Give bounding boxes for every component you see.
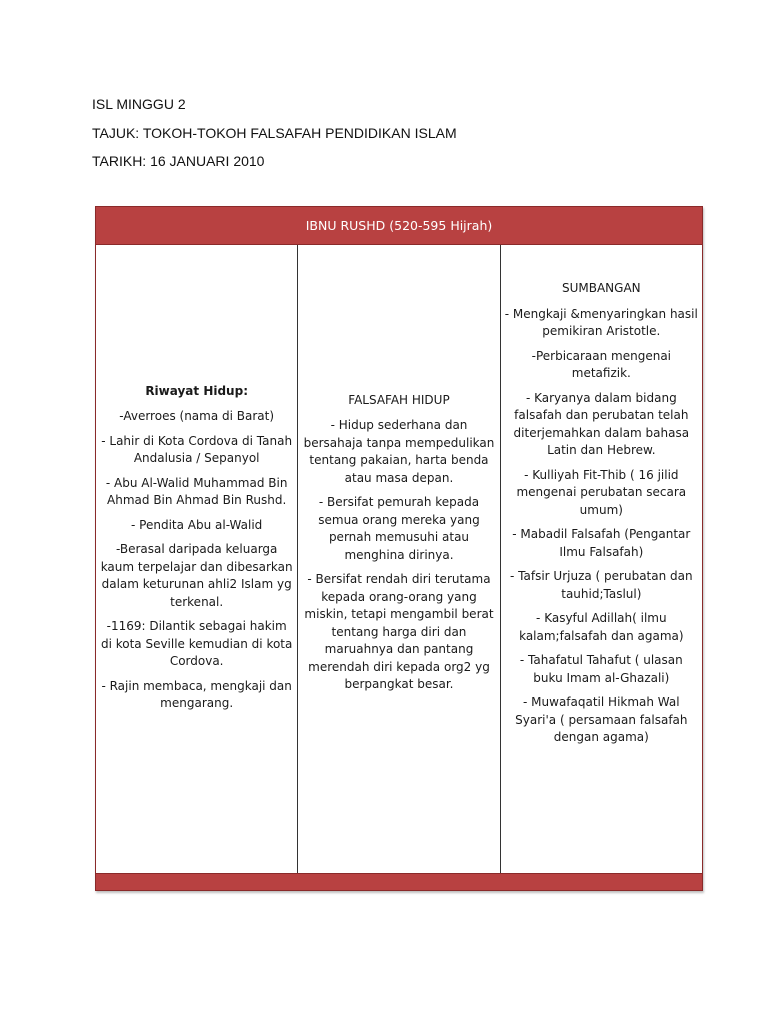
list-item: - Lahir di Kota Cordova di Tanah Andalusia / Sepanyol <box>101 433 293 465</box>
table-footer-bar <box>96 873 702 890</box>
list-item: - Mengkaji &menyaringkan hasil pemikiran Aristotle. <box>504 306 698 339</box>
list-item: - Bersifat pemurah kepada semua orang mereka yang pernah memusuhi atau menghina dirinya. <box>318 495 480 562</box>
table-columns <box>96 245 702 873</box>
list-item: - Pendita Abu al-Walid <box>131 517 263 532</box>
column-heading: FALSAFAH HIDUP <box>348 392 450 407</box>
list-item: -Berasal daripada keluarga kaum terpelajar dan dibesarkan dalam keturunan ahli2 Islam yg terkenal. <box>100 542 293 609</box>
column-heading: SUMBANGAN <box>561 281 641 296</box>
list-item: - Karyanya dalam bidang falsafah dan perubatan telah diterjemahkan dalam bahasa Latin dan Hebrew. <box>513 390 690 458</box>
list-item: - Rajin membaca, mengkaji dan mengarang. <box>101 678 292 710</box>
list-item: - Muwafaqatil Hikmah Wal Syari'a ( persamaan falsafah dengan agama) <box>515 695 688 745</box>
list-item: -1169: Dilantik sebagai hakim di kota Seville kemudian di kota Cordova. <box>100 619 293 668</box>
list-item: - Tafsir Urjuza ( perubatan dan tauhid;Taslul) <box>510 569 693 601</box>
list-item: - Abu Al-Walid Muhammad Bin Ahmad Bin Ahmad Bin Rushd. <box>105 475 288 507</box>
ibnu-rushd-table <box>95 206 703 891</box>
list-item: - Mabadil Falsafah (Pengantar Ilmu Falsafah) <box>512 527 691 559</box>
list-item: - Bersifat rendah diri terutama kepada orang-orang yang miskin, tetapi mengambil berat tentang harga diri dan maruahnya dan pantang merendah diri kepada org2 yg berpangkat besar. <box>304 572 494 691</box>
header-topic: TAJUK: TOKOH-TOKOH FALSAFAH PENDIDIKAN ISLAM <box>92 124 457 141</box>
document-header <box>92 90 457 176</box>
list-item: - Hidup sederhana dan bersahaja tanpa mempedulikan tentang pakaian, harta benda atau masa depan. <box>303 418 495 485</box>
list-item: - Kulliyah Fit-Thib ( 16 jilid mengenai perubatan secara umum) <box>516 467 687 517</box>
list-item: - Kasyful Adillah( ilmu kalam;falsafah dan agama) <box>519 611 684 643</box>
list-item: - Tahafatul Tahafut ( ulasan buku Imam al-Ghazali) <box>519 653 683 685</box>
column-falsafah-hidup <box>297 245 499 873</box>
table-title: IBNU RUSHD (520-595 Hijrah) <box>96 207 702 245</box>
list-item: -Perbicaraan mengenai metafizik. <box>531 348 672 381</box>
column-heading: Riwayat Hidup: <box>145 383 248 398</box>
header-date: TARIKH: 16 JANUARI 2010 <box>92 153 265 169</box>
column-sumbangan <box>500 245 702 873</box>
header-week: ISL MINGGU 2 <box>92 96 186 112</box>
list-item: -Averroes (nama di Barat) <box>119 409 275 423</box>
column-riwayat-hidup <box>96 245 297 873</box>
